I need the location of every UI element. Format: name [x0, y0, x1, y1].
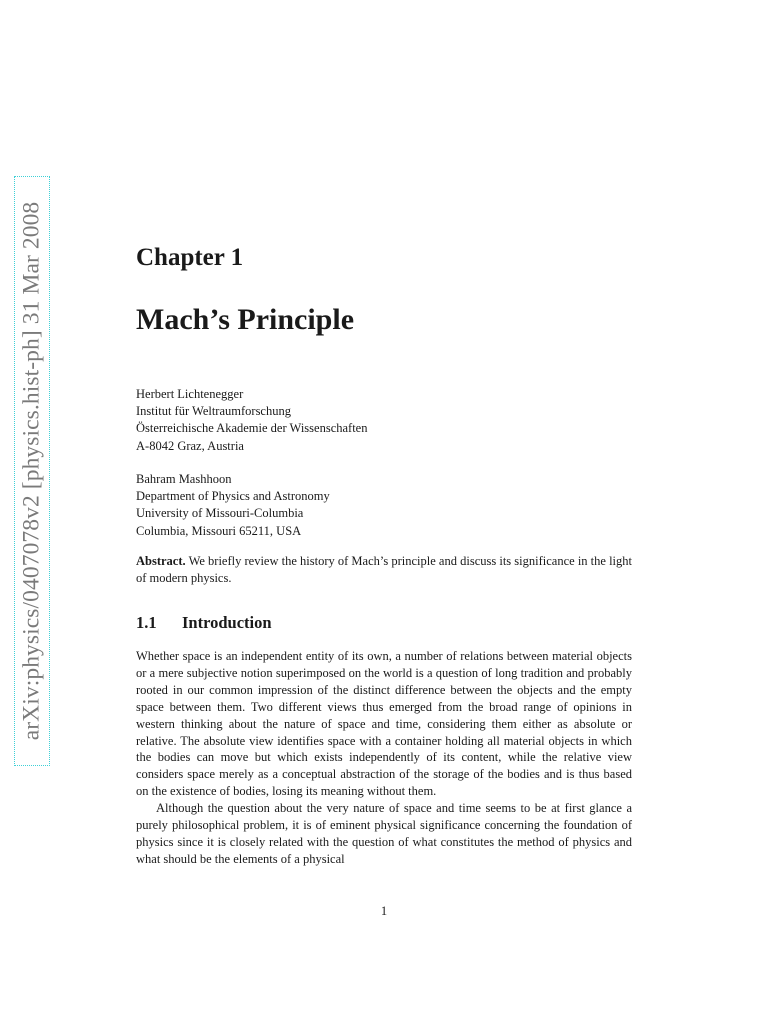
affiliation-line: Department of Physics and Astronomy: [136, 489, 330, 504]
body-text: [136, 648, 632, 868]
author-block-lichtenegger: [136, 386, 367, 455]
abstract: [136, 553, 632, 587]
affiliation-line: Columbia, Missouri 65211, USA: [136, 523, 302, 538]
author-name: Herbert Lichtenegger: [136, 387, 244, 401]
arxiv-identifier-stamp: [14, 176, 50, 766]
author-block-mashhoon: [136, 471, 330, 540]
arxiv-identifier: arXiv:physics/0407078v2 [physics.hist-ph] 31 Mar 2008: [18, 201, 45, 741]
author-name: Bahram Mashhoon: [136, 472, 232, 486]
affiliation-line: University of Missouri-Columbia: [136, 506, 304, 521]
abstract-text: We briefly review the history of Mach’s principle and discuss its significance in the light of modern physics.: [136, 554, 632, 585]
affiliation-line: A-8042 Graz, Austria: [136, 438, 244, 453]
affiliation-line: Institut für Weltraumforschung: [136, 404, 291, 419]
paragraph: Whether space is an independent entity of its own, a number of relations between material objects or a mere subjective notion superimposed on the world is a question of long tradition and probably rooted in our common impression of the distinct difference between the objects and the empty space between them. Two different views thus emerged from the broad range of opinions in western thinking about the nature of space and time, considering them either as absolute or relative. The absolute view identifies space with a container holding all material objects in which the bodies can move but which exists independently of its content, while the relative view considers space merely as a conceptual abstraction of the storage of the bodies and is thus based on the existence of bodies, losing its meaning without them.: [136, 649, 632, 799]
affiliation-line: Österreichische Akademie der Wissenschaften: [136, 421, 368, 436]
section-heading: [136, 613, 272, 633]
abstract-label: Abstract.: [136, 554, 186, 568]
chapter-label: Chapter 1: [136, 244, 244, 271]
page-number: 1: [380, 904, 388, 918]
section-title: Introduction: [182, 613, 272, 632]
section-number: 1.1: [136, 613, 157, 632]
paragraph: Although the question about the very nature of space and time seems to be at first glance a purely philosophical problem, it is of eminent physical significance concerning the foundation of physics since it is closely related with the question of what constitutes the method of physics and what should be the elements of a physical: [136, 801, 632, 866]
chapter-title: Mach’s Principle: [136, 303, 355, 336]
